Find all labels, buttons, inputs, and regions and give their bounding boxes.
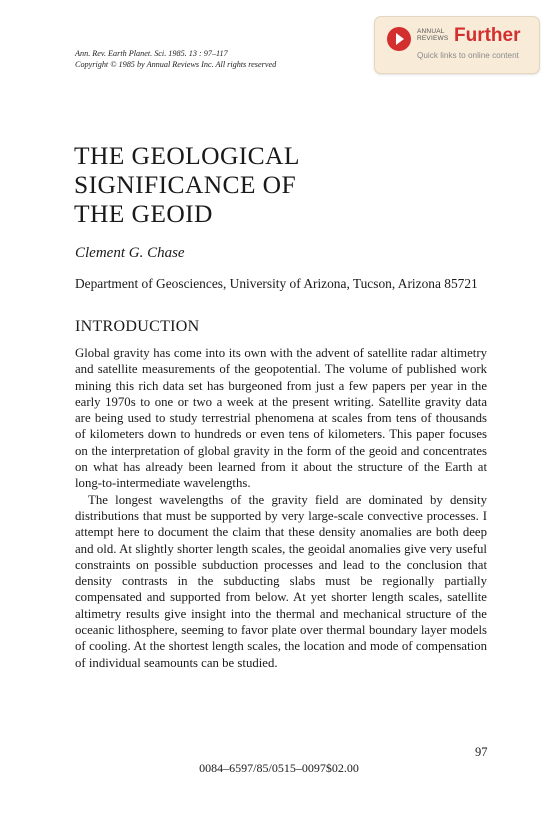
further-tagline: Quick links to online content bbox=[417, 51, 519, 60]
further-label: Further bbox=[454, 25, 521, 46]
citation-line-1: Ann. Rev. Earth Planet. Sci. 1985. 13 : 97–117 bbox=[75, 49, 228, 58]
paragraph: The longest wavelengths of the gravity field are dominated by density distributions that must be supported by very large-scale convective processes. I attempt here to document the claim that these density anomalies are both deep and old. At slightly shorter length scales, the geoidal anomalies give very useful constraints on possible subduction processes and lead to the conclusion that density contrasts in the subducting slabs must be regionally partially compensated and supported from below. At yet shorter length scales, satellite altimetry results give insight into the thermal and mechanical structure of the oceanic lithosphere, seeming to favor plate over thermal boundary layer models of cooling. At the shortest length scales, the location and mode of compensation of individual seamounts can be studied. bbox=[75, 492, 487, 670]
annual-reviews-logo-text: ANNUAL REVIEWS bbox=[417, 28, 449, 42]
annual-reviews-further-badge[interactable] bbox=[374, 16, 540, 74]
title-line-2: SIGNIFICANCE OF bbox=[74, 170, 297, 199]
author-name: Clement G. Chase bbox=[75, 245, 185, 261]
play-icon bbox=[387, 27, 411, 51]
copyright-line: Copyright © 1985 by Annual Reviews Inc. All rights reserved bbox=[75, 59, 277, 69]
citation-header bbox=[75, 49, 276, 70]
article-code: 0084–6597/85/0515–0097$02.00 bbox=[199, 761, 359, 775]
author-affiliation: Department of Geosciences, University of Arizona, Tucson, Arizona 85721 bbox=[75, 276, 478, 291]
article-body bbox=[75, 345, 487, 671]
page-number: 97 bbox=[475, 745, 488, 759]
article-title bbox=[74, 141, 300, 228]
title-line-1: THE GEOLOGICAL bbox=[74, 141, 300, 170]
paragraph: Global gravity has come into its own with the advent of satellite radar altimetry and satellite measurements of the geopotential. The volume of published work mining this rich data set has burgeoned from just a few papers per year in the early 1970s to one or two a week at the present writing. Satellite gravity data are being used to study terrestrial phenomena at scales from tens of thousands of kilometers down to hundreds or even tens of kilometers. This paper focuses on the interpretation of global gravity in the form of the geoid and concentrates on what has already been learned from it about the structure of the Earth at long-to-intermediate wavelengths. bbox=[75, 346, 487, 491]
section-heading: INTRODUCTION bbox=[75, 318, 200, 335]
title-line-3: THE GEOID bbox=[74, 199, 213, 228]
